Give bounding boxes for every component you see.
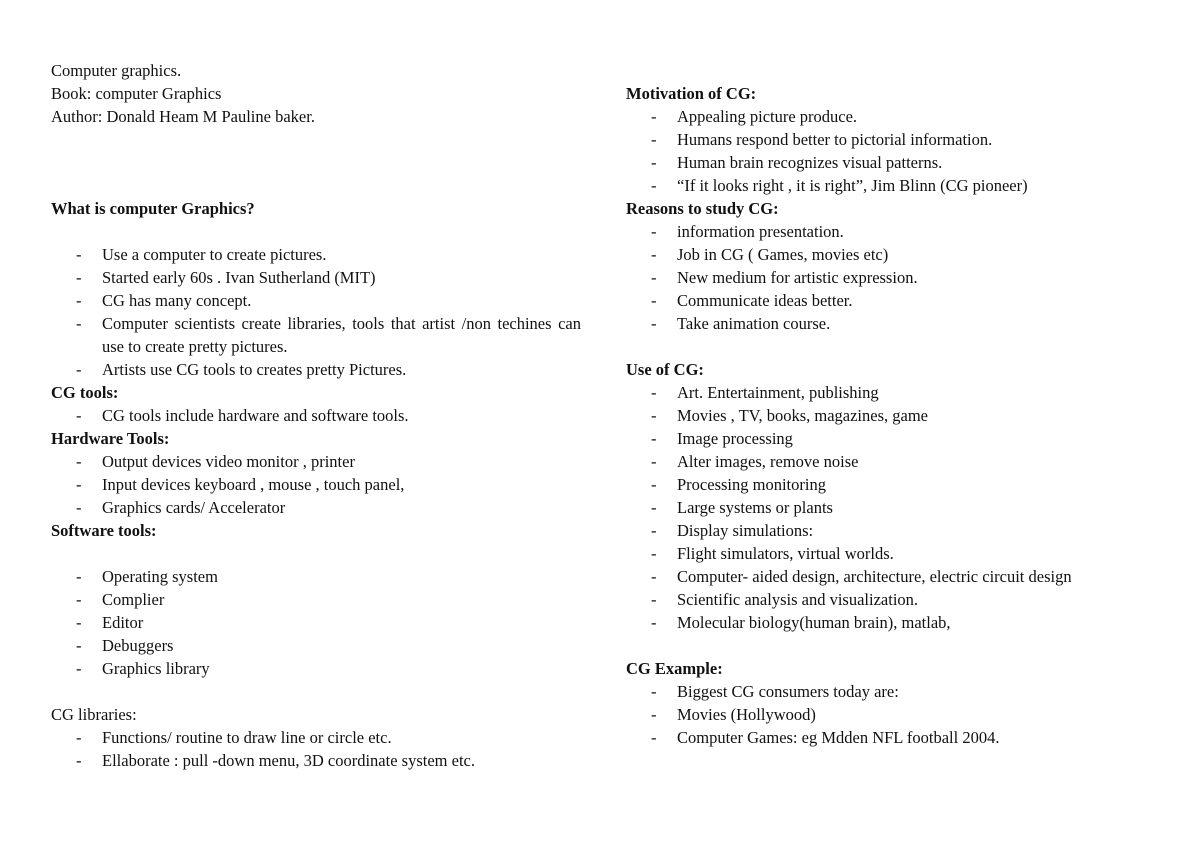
list-item: - Human brain recognizes visual patterns. xyxy=(626,151,1150,174)
list-item: - Movies (Hollywood) xyxy=(626,703,1150,726)
reasons-heading: Reasons to study CG: xyxy=(626,199,779,218)
motivation-heading: Motivation of CG: xyxy=(626,84,757,103)
list-item: - Movies , TV, books, magazines, game xyxy=(626,404,1150,427)
list-item: - CG has many concept. xyxy=(51,289,581,312)
list-item: - Flight simulators, virtual worlds. xyxy=(626,542,1150,565)
right-column xyxy=(626,82,1150,749)
list-item: - Humans respond better to pictorial information. xyxy=(626,128,1150,151)
list-item: - Appealing picture produce. xyxy=(626,105,1150,128)
list-item: - Graphics cards/ Accelerator xyxy=(51,496,581,519)
cg-tools-list xyxy=(51,404,581,427)
list-item: - Editor xyxy=(51,611,581,634)
book-line: Book: computer Graphics xyxy=(51,84,222,103)
cg-tools-heading: CG tools: xyxy=(51,383,119,402)
use-of-cg-heading: Use of CG: xyxy=(626,360,704,379)
left-column xyxy=(51,59,581,772)
list-item: - Use a computer to create pictures. xyxy=(51,243,581,266)
hardware-tools-heading: Hardware Tools: xyxy=(51,429,170,448)
list-item: - Communicate ideas better. xyxy=(626,289,1150,312)
list-item: - Output devices video monitor , printer xyxy=(51,450,581,473)
list-item: - CG tools include hardware and software tools. xyxy=(51,404,581,427)
list-item: - Molecular biology(human brain), matlab, xyxy=(626,611,1150,634)
list-item: - Large systems or plants xyxy=(626,496,1150,519)
cg-example-list xyxy=(626,680,1150,749)
list-item: - Display simulations: xyxy=(626,519,1150,542)
list-item: - Ellaborate : pull -down menu, 3D coordinate system etc. xyxy=(51,749,581,772)
what-is-cg-list xyxy=(51,243,581,381)
list-item: - Started early 60s . Ivan Sutherland (MIT) xyxy=(51,266,581,289)
cg-libraries-list xyxy=(51,726,581,772)
list-item: - Functions/ routine to draw line or circle etc. xyxy=(51,726,581,749)
list-item: - Job in CG ( Games, movies etc) xyxy=(626,243,1150,266)
list-item: - Biggest CG consumers today are: xyxy=(626,680,1150,703)
hardware-tools-list xyxy=(51,450,581,519)
list-item: - Input devices keyboard , mouse , touch panel, xyxy=(51,473,581,496)
list-item: - information presentation. xyxy=(626,220,1150,243)
list-item: - Art. Entertainment, publishing xyxy=(626,381,1150,404)
list-item: - Complier xyxy=(51,588,581,611)
list-item: - Scientific analysis and visualization. xyxy=(626,588,1150,611)
use-of-cg-list xyxy=(626,381,1150,634)
software-tools-list xyxy=(51,565,581,680)
list-item: - Computer Games: eg Mdden NFL football 2004. xyxy=(626,726,1150,749)
list-item: - Graphics library xyxy=(51,657,581,680)
list-item: - Computer- aided design, architecture, electric circuit design xyxy=(626,565,1150,588)
what-is-cg-heading: What is computer Graphics? xyxy=(51,199,255,218)
cg-example-heading: CG Example: xyxy=(626,659,723,678)
cg-libraries-heading: CG libraries: xyxy=(51,705,137,724)
list-item: - Operating system xyxy=(51,565,581,588)
list-item: - Take animation course. xyxy=(626,312,1150,335)
list-item: - Computer scientists create libraries, tools that artist /non techines can use to create pretty pictures. xyxy=(51,312,581,358)
list-item: - Alter images, remove noise xyxy=(626,450,1150,473)
list-item: - New medium for artistic expression. xyxy=(626,266,1150,289)
list-item: - Image processing xyxy=(626,427,1150,450)
software-tools-heading: Software tools: xyxy=(51,521,157,540)
list-item: - Debuggers xyxy=(51,634,581,657)
reasons-list xyxy=(626,220,1150,335)
list-item: - “If it looks right , it is right”, Jim Blinn (CG pioneer) xyxy=(626,174,1150,197)
list-item: - Artists use CG tools to creates pretty Pictures. xyxy=(51,358,581,381)
motivation-list xyxy=(626,105,1150,197)
doc-title: Computer graphics. xyxy=(51,61,182,80)
list-item: - Processing monitoring xyxy=(626,473,1150,496)
author-line: Author: Donald Heam M Pauline baker. xyxy=(51,107,315,126)
